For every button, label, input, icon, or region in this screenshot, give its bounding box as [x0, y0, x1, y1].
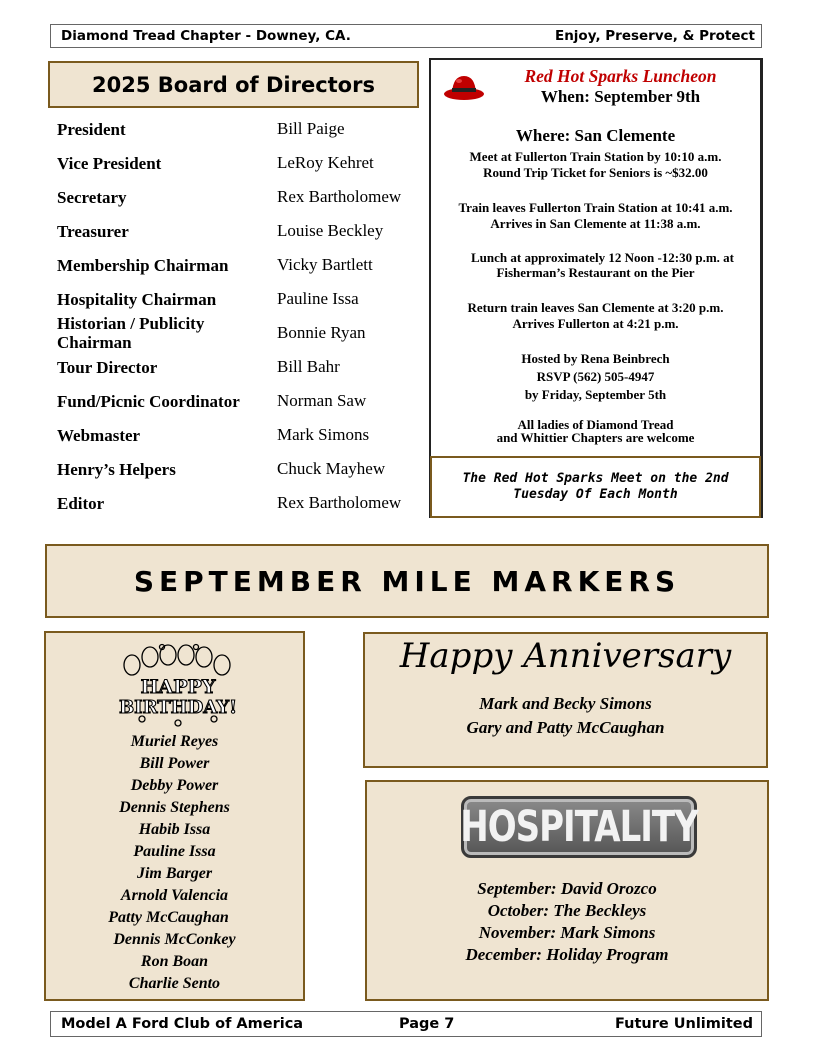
sparks-train-leave: Train leaves Fullerton Train Station at 10:41 a.m. [458, 200, 733, 215]
header-motto: Enjoy, Preserve, & Protect [554, 28, 755, 44]
anniversary-names [365, 692, 766, 740]
birthday-art-birthday: BIRTHDAY! [118, 697, 238, 718]
birthday-name: Debby Power [130, 777, 219, 794]
board-row [57, 180, 427, 214]
sparks-ticket-line: Round Trip Ticket for Seniors is ~$32.00 [483, 165, 708, 180]
board-role: Henry’s Helpers [57, 459, 176, 479]
sparks-train-arrive: Arrives in San Clemente at 11:38 a.m. [490, 216, 701, 231]
sparks-return-leave: Return train leaves San Clemente at 3:20 p.m. [467, 300, 724, 315]
birthday-name: Dennis Stephens [119, 799, 230, 816]
birthday-name: Charlie Sento [128, 975, 221, 992]
hospitality-box [365, 780, 769, 1001]
birthday-name: Habib Issa [138, 821, 211, 838]
birthday-box [44, 631, 305, 1001]
board-row [57, 282, 427, 316]
board-role: Editor [57, 493, 105, 513]
board-row [57, 418, 427, 452]
birthday-name: Dennis McConkey [113, 931, 236, 948]
board-name: Chuck Mayhew [277, 459, 386, 478]
board-role: Secretary [57, 187, 127, 207]
sparks-return-arrive: Arrives Fullerton at 4:21 p.m. [512, 316, 679, 331]
board-role: Vice President [57, 153, 162, 173]
board-role: Hospitality Chairman [57, 289, 217, 309]
header-chapter: Diamond Tread Chapter - Downey, CA. [61, 28, 351, 44]
board-name: Bonnie Ryan [277, 323, 366, 342]
footer-club: Model A Ford Club of America [61, 1016, 304, 1032]
hospitality-item: October: The Beckleys [487, 901, 647, 920]
anniversary-name: Gary and Patty McCaughan [466, 718, 665, 737]
sparks-meet-line: Meet at Fullerton Train Station by 10:10 a.m. [469, 149, 722, 164]
board-row [57, 313, 427, 353]
page-header [50, 24, 762, 48]
sparks-when: When: September 9th [540, 87, 701, 106]
footer-motto: Future Unlimited [614, 1016, 753, 1032]
sparks-note-line: The Red Hot Sparks Meet on the 2nd [462, 471, 729, 486]
birthday-name: Jim Barger [136, 865, 213, 882]
hospitality-list [367, 878, 767, 966]
board-role: Tour Director [57, 357, 158, 377]
footer-page-number: Page 7 [399, 1016, 455, 1032]
board-row [57, 384, 427, 418]
board-row [57, 350, 427, 384]
birthday-name: Muriel Reyes [130, 733, 219, 750]
board-row [57, 452, 427, 486]
page-footer [50, 1011, 762, 1037]
board-role: Webmaster [57, 425, 141, 445]
board-row [57, 486, 427, 520]
board-title: 2025 Board of Directors [48, 61, 419, 108]
board-row [57, 248, 427, 282]
hospitality-item: November: Mark Simons [478, 923, 656, 942]
board-name: Norman Saw [277, 391, 367, 410]
hospitality-badge-text: HOSPITALITY [460, 802, 698, 852]
hospitality-item: December: Holiday Program [465, 945, 669, 964]
birthday-name: Bill Power [139, 755, 210, 772]
board-name: Mark Simons [277, 425, 370, 444]
sparks-lunch-time: Lunch at approximately 12 Noon -12:30 p.m. at [470, 250, 735, 265]
board-role: Treasurer [57, 221, 129, 241]
board-name: Pauline Issa [277, 289, 359, 308]
birthday-art-happy: HAPPY [140, 676, 216, 698]
board-name: LeRoy Kehret [277, 153, 374, 172]
board-name: Bill Paige [277, 119, 345, 138]
board-name: Louise Beckley [277, 221, 384, 240]
anniversary-name: Mark and Becky Simons [479, 694, 652, 713]
sparks-rsvp-date: by Friday, September 5th [524, 387, 667, 402]
birthday-name: Pauline Issa [133, 843, 216, 860]
hospitality-item: September: David Orozco [477, 879, 657, 898]
birthday-name: Patty McCaughan [108, 909, 229, 926]
board-role: President [57, 119, 126, 139]
board-row [57, 214, 427, 248]
board-row [57, 146, 427, 180]
board-name: Rex Bartholomew [277, 493, 402, 512]
sparks-ladies: All ladies of Diamond Tread [517, 417, 674, 432]
mile-markers-banner: SEPTEMBER MILE MARKERS [45, 544, 769, 618]
sparks-where: Where: San Clemente [515, 126, 676, 145]
board-row [57, 112, 427, 146]
hospitality-badge [461, 796, 697, 858]
board-role: Membership Chairman [57, 255, 229, 275]
happy-birthday-balloons-icon [116, 643, 240, 727]
red-hot-sparks-box [429, 58, 763, 518]
board-role: Historian / Publicity Chairman [57, 314, 205, 352]
board-list [57, 112, 427, 520]
board-name: Rex Bartholomew [277, 187, 402, 206]
birthday-name: Arnold Valencia [120, 887, 229, 904]
anniversary-box [363, 632, 768, 768]
birthday-name: Ron Boan [140, 953, 209, 970]
sparks-host: Hosted by Rena Beinbrech [521, 351, 670, 366]
sparks-rsvp: RSVP (562) 505-4947 [536, 369, 655, 384]
board-name: Bill Bahr [277, 357, 340, 376]
anniversary-title: Happy Anniversary [399, 636, 732, 676]
sparks-meeting-note [430, 456, 761, 518]
sparks-note-line: Tuesday Of Each Month [513, 487, 678, 502]
sparks-lunch-place: Fisherman’s Restaurant on the Pier [496, 265, 695, 280]
board-name: Vicky Bartlett [277, 255, 373, 274]
sparks-title: Red Hot Sparks Luncheon [524, 66, 717, 86]
sparks-chapters: and Whittier Chapters are welcome [496, 430, 695, 445]
board-role: Fund/Picnic Coordinator [57, 391, 240, 411]
birthday-names [46, 731, 303, 995]
